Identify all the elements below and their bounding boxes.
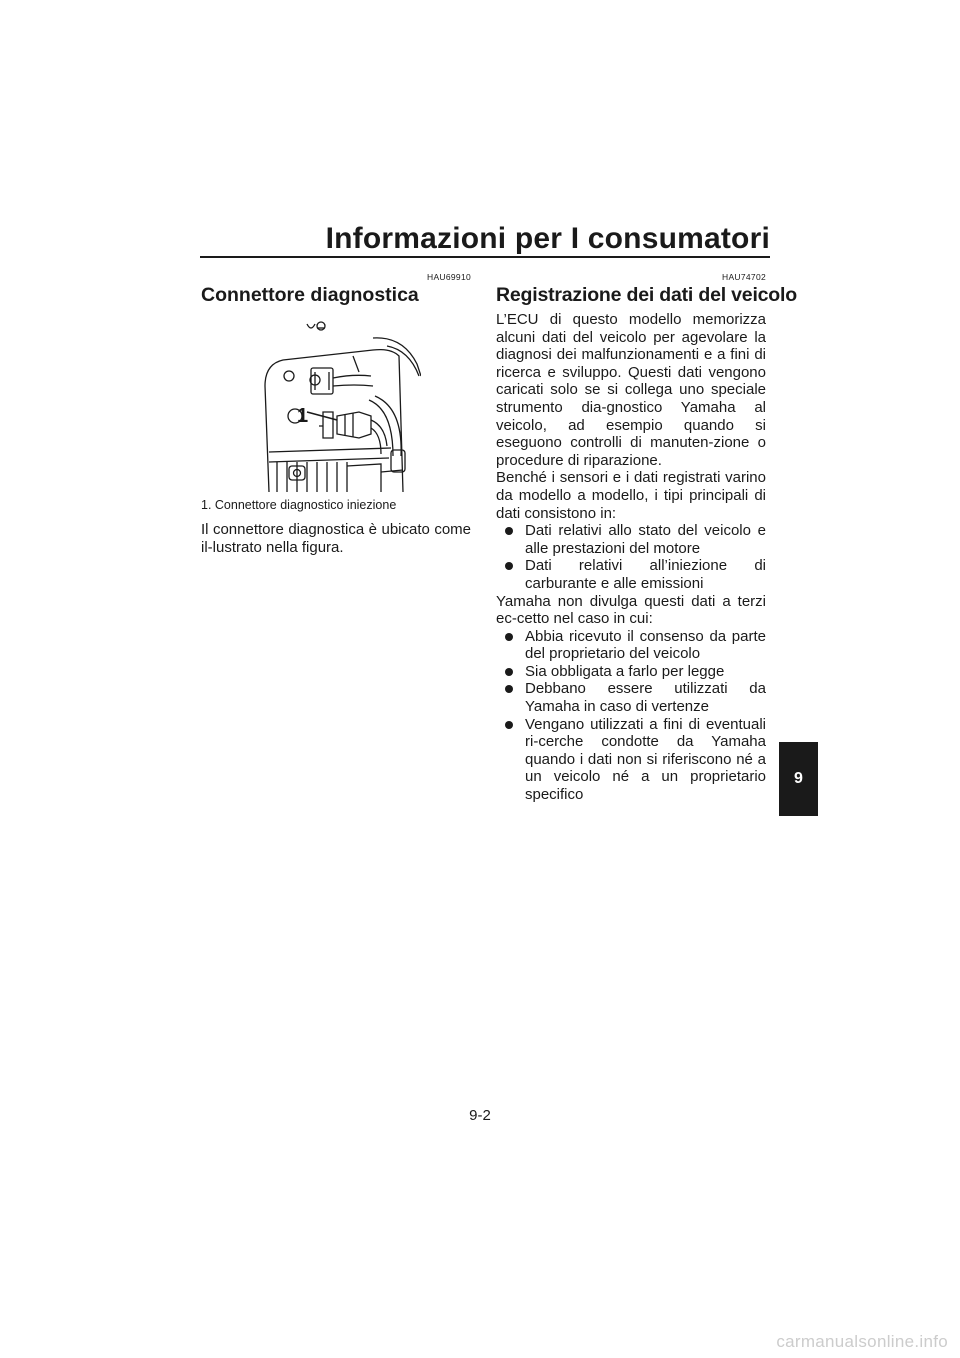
body-paragraph: L’ECU di questo modello memorizza alcuni dati del veicolo per agevolare la diagnosi dei malfunzionamenti e a fini di ricerca e sviluppo. Questi dati vengono caricati solo se si collega uno speciale strumento dia-gnostico Yamaha al veicolo, ad esempio quando si eseguono controlli di manuten-zione o procedure di riparazione.: [496, 311, 766, 469]
right-column: [496, 272, 797, 804]
list-item: Dati relativi all’iniezione di carburante e alle emissioni: [525, 557, 766, 592]
bullet-icon: [505, 721, 513, 729]
footer-watermark-link[interactable]: carmanualsonline.info: [776, 1332, 948, 1351]
list-item: Dati relativi allo stato del veicolo e alle prestazioni del motore: [525, 522, 766, 557]
section-heading-registrazione: Registrazione dei dati del veicolo: [496, 284, 797, 306]
list-item: Debbano essere utilizzati da Yamaha in caso di vertenze: [525, 680, 766, 715]
bullet-icon: [505, 527, 513, 535]
body-paragraph: Il connettore diagnostica è ubicato come il-lustrato nella figura.: [201, 521, 471, 556]
bullet-icon: [505, 562, 513, 570]
diagnostic-connector-figure: [263, 316, 421, 492]
chapter-tab: 9: [779, 742, 818, 816]
left-column: [201, 272, 471, 556]
bullet-list: [496, 522, 766, 592]
bullet-icon: [505, 668, 513, 676]
body-paragraph: Benché i sensori e i dati registrati varino da modello a modello, i tipi principali di dati consistono in:: [496, 469, 766, 522]
bullet-icon: [505, 633, 513, 641]
page-number: 9-2: [469, 1107, 491, 1124]
bullet-list: [496, 628, 766, 804]
title-rule: [200, 256, 770, 258]
list-item: Abbia ricevuto il consenso da parte del proprietario del veicolo: [525, 628, 766, 663]
figure-caption: 1. Connettore diagnostico iniezione: [201, 498, 397, 512]
section-heading-connettore: Connettore diagnostica: [201, 284, 419, 306]
body-paragraph: Yamaha non divulga questi dati a terzi ec-cetto nel caso in cui:: [496, 592, 766, 628]
figure-callout-1: 1: [297, 405, 309, 427]
bullet-icon: [505, 685, 513, 693]
section-code: HAU74702: [722, 272, 766, 282]
list-item: Vengano utilizzati a fini di eventuali ri-cerche condotte da Yamaha quando i dati non si riferiscono né a un veicolo né a un proprietario specifico: [525, 716, 766, 804]
list-item: Sia obbligata a farlo per legge: [525, 663, 766, 681]
page-title: Informazioni per I consumatori: [325, 222, 770, 255]
section-code: HAU69910: [427, 272, 471, 282]
